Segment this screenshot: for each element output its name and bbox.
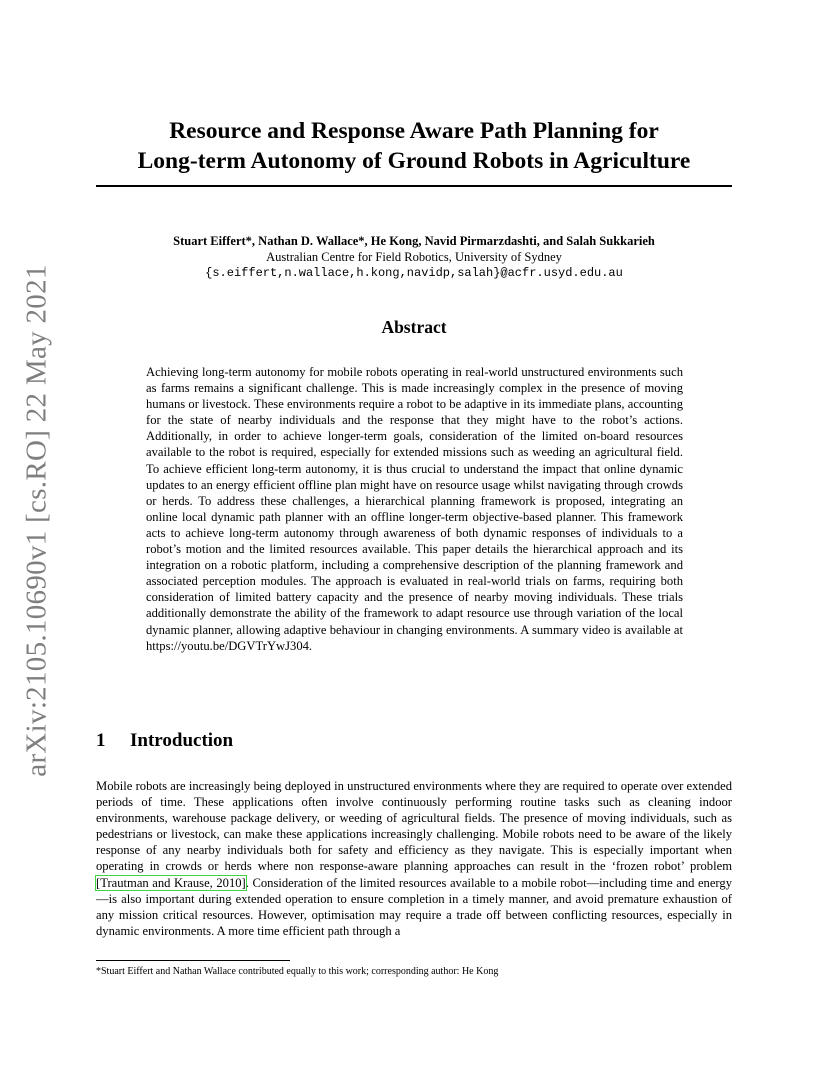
section-heading-introduction (96, 730, 496, 752)
arxiv-identifier-stamp (14, 263, 60, 777)
paper-title-line-2: Long-term Autonomy of Ground Robots in Agriculture (137, 148, 691, 174)
abstract-heading: Abstract (381, 317, 447, 337)
introduction-text-part-1: Mobile robots are increasingly being deployed in unstructured environments where they are required to operate over extended periods of time. These applications often involve continuously performing routine tasks such as cleaning indoor environments, warehouse package delivery, or weeding of agricultural fields. The presence of moving individuals, such as pedestrians or livestock, can make these applications increasingly challenging. Mobile robots need to be aware of the likely response of any nearby individuals both for safety and efficiency as they navigate. This is especially important when operating in crowds or herds where non response-aware planning approaches can result in the ‘frozen robot’ problem (96, 779, 732, 874)
author-names: Stuart Eiffert*, Nathan D. Wallace*, He Kong, Navid Pirmarzdashti, and Salah Sukkarieh (173, 234, 655, 248)
introduction-paragraph (96, 778, 732, 939)
author-affiliation: Australian Centre for Field Robotics, University of Sydney (266, 250, 562, 264)
abstract-text: Achieving long-term autonomy for mobile robots operating in real-world unstructured environments such as farms remains a significant challenge. This is made increasingly complex in the presence of moving humans or livestock. These environments require a robot to be adaptive in its immediate plans, accounting for the state of nearby individuals and the response that they might have to the robot’s actions. Additionally, in order to achieve longer-term goals, consideration of the limited on-board resources available to the robot is required, especially for extended missions such as weeding an agricultural field. To achieve efficient long-term autonomy, it is thus crucial to understand the impact that online dynamic updates to an energy efficient offline plan might have on resource usage whilst navigating through crowds or herds. To address these challenges, a hierarchical planning framework is proposed, integrating an online local dynamic path planner with an offline longer-term objective-based planner. This framework acts to achieve long-term autonomy through awareness of both dynamic responses of individuals to a robot’s motion and the limited resources available. This paper details the hierarchical approach and its integration on a robotic platform, including a comprehensive description of the planning framework and associated perception modules. The approach is evaluated in real-world trials on farms, requiring both consideration of limited battery capacity and the presence of nearby moving individuals. These trials additionally demonstrate the ability of the framework to adapt resource use through variation of the local dynamic planner, allowing adaptive behaviour in changing environments. A summary video is available at https://youtu.be/DGVTrYwJ304. (146, 365, 683, 653)
paper-title (96, 116, 732, 176)
section-title: Introduction (130, 730, 234, 751)
section-number: 1 (96, 730, 106, 751)
citation-link[interactable]: [Trautman and Krause, 2010] (96, 875, 246, 890)
arxiv-identifier-text: arXiv:2105.10690v1 [cs.RO] 22 May 2021 (20, 263, 53, 777)
footnote: *Stuart Eiffert and Nathan Wallace contributed equally to this work; corresponding author: He Kong (96, 966, 499, 977)
introduction-text-part-2: . Consideration of the limited resources available to a mobile robot—including time and energy—is also important during extended operation to ensure completion in a timely manner, and avoid premature exhaustion of any mission critical resources. However, optimisation may require a trade off between conflicting resources, especially in dynamic environments. A more time efficient path through a (96, 875, 732, 938)
author-block (96, 233, 732, 281)
paper-title-line-1: Resource and Response Aware Path Planning for (169, 118, 659, 144)
title-rule (96, 185, 732, 187)
author-emails: {s.eiffert,n.wallace,h.kong,navidp,salah}@acfr.usyd.edu.au (205, 266, 623, 280)
footnote-rule (96, 960, 290, 961)
